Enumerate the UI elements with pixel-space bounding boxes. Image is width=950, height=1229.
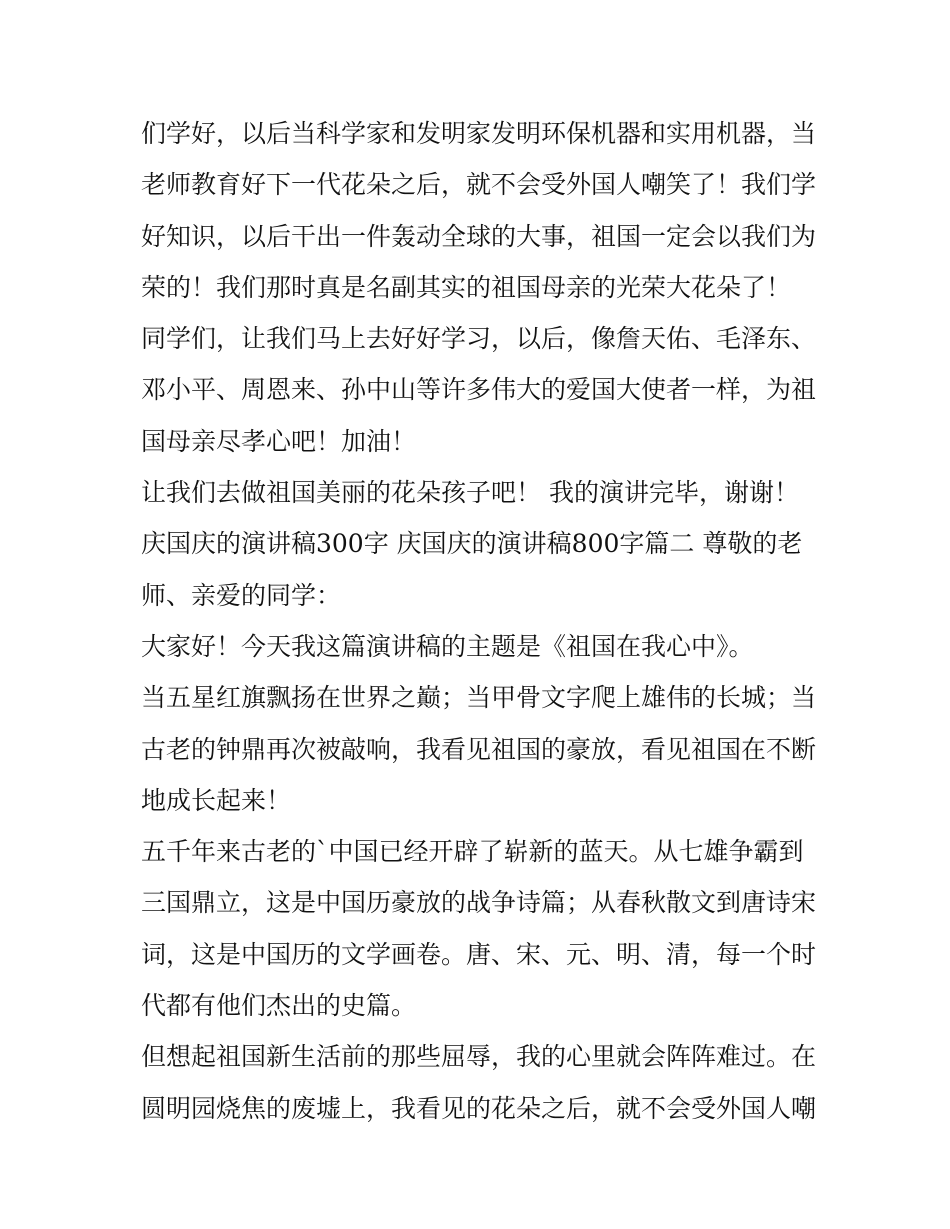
- text-line: 当五星红旗飘扬在世界之巅；当甲骨文字爬上雄伟的长城；当: [141, 683, 817, 713]
- text-line: 圆明园烧焦的废墟上，我看见的花朵之后，就不会受外国人嘲: [141, 1093, 817, 1123]
- text-line: 让我们去做祖国美丽的花朵孩子吧！ 我的演讲完毕，谢谢！: [141, 478, 799, 508]
- text-line: 庆国庆的演讲稿300字 庆国庆的演讲稿800字篇二 尊敬的老: [141, 529, 803, 559]
- text-line: 邓小平、周恩来、孙中山等许多伟大的爱国大使者一样，为祖: [141, 375, 817, 405]
- text-line: 古老的钟鼎再次被敲响，我看见祖国的豪放，看见祖国在不断: [141, 734, 817, 764]
- text-line: 们学好，以后当科学家和发明家发明环保机器和实用机器，当: [141, 119, 817, 148]
- text-line: 五千年来古老的`中国已经开辟了崭新的蓝天。从七雄争霸到: [141, 837, 804, 867]
- text-line: 同学们，让我们马上去好好学习，以后，像詹天佑、毛泽东、: [141, 324, 817, 354]
- text-line: 好知识，以后干出一件轰动全球的大事，祖国一定会以我们为: [141, 221, 817, 251]
- text-line: 词，这是中国历的文学画卷。唐、宋、元、明、清，每一个时: [141, 939, 817, 969]
- text-line: 荣的！我们那时真是名副其实的祖国母亲的光荣大花朵了！: [141, 272, 792, 302]
- text-line: 大家好！今天我这篇演讲稿的主题是《祖国在我心中》。: [141, 631, 754, 661]
- text-line: 地成长起来！: [141, 785, 292, 815]
- text-line: 国母亲尽孝心吧！加油！: [141, 426, 417, 456]
- text-line: 三国鼎立，这是中国历豪放的战争诗篇；从春秋散文到唐诗宋: [141, 888, 817, 918]
- text-line: 代都有他们杰出的史篇。: [141, 991, 417, 1021]
- document-body: [141, 108, 821, 1134]
- text-line: 师、亲爱的同学：: [141, 580, 342, 610]
- text-line: 老师教育好下一代花朵之后，就不会受外国人嘲笑了！我们学: [141, 170, 817, 200]
- text-line: 但想起祖国新生活前的那些屈辱，我的心里就会阵阵难过。在: [141, 1042, 817, 1072]
